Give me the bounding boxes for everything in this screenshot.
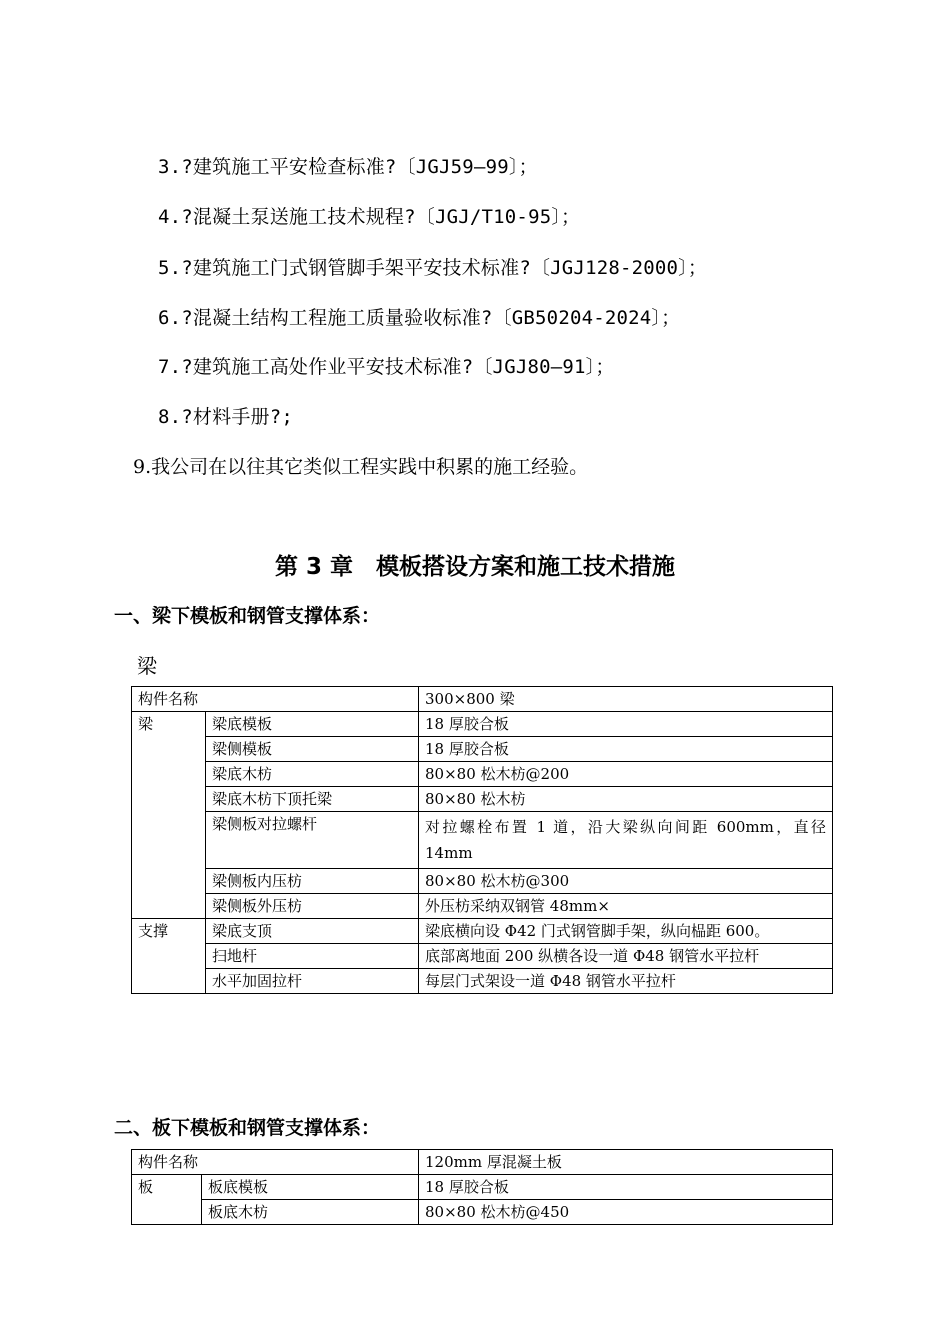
value-cell: 18 厚胶合板	[419, 737, 833, 762]
value-cell: 底部离地面 200 纵横各设一道 Φ48 钢管水平拉杆	[419, 944, 833, 969]
item-cell: 板底模板	[202, 1175, 419, 1200]
value-cell: 80×80 松木枋@200	[419, 762, 833, 787]
reference-item: 7.?建筑施工高处作业平安技术标准?〔JGJ80—91〕；	[158, 356, 615, 378]
value-cell: 80×80 松木枋	[419, 787, 833, 812]
item-cell: 水平加固拉杆	[206, 969, 419, 994]
value-cell: 18 厚胶合板	[419, 712, 833, 737]
table-row	[132, 1150, 833, 1175]
reference-item: 3.?建筑施工平安检查标准?〔JGJ59—99〕；	[158, 156, 538, 178]
beam-formwork-table	[131, 686, 833, 994]
section-title: 二、板下模板和钢管支撑体系：	[114, 1117, 381, 1139]
table-row	[132, 737, 833, 762]
item-cell: 梁侧板对拉螺杆	[206, 812, 419, 869]
table-row	[132, 712, 833, 737]
value-cell: 80×80 松木枋@300	[419, 869, 833, 894]
value-cell: 外压枋采纳双钢管 48mm×	[419, 894, 833, 919]
table-row	[132, 894, 833, 919]
table-caption: 梁	[137, 654, 157, 678]
table-row	[132, 762, 833, 787]
table-row	[132, 869, 833, 894]
reference-item: 4.?混凝土泵送施工技术规程?〔JGJ/T10-95〕；	[158, 206, 581, 228]
item-cell: 梁底木枋	[206, 762, 419, 787]
chapter-title: 第 3 章 模板搭设方案和施工技术措施	[274, 554, 676, 580]
item-cell: 梁侧板内压枋	[206, 869, 419, 894]
group-cell: 梁	[132, 712, 206, 919]
item-cell: 梁底支顶	[206, 919, 419, 944]
value-cell: 80×80 松木枋@450	[419, 1200, 833, 1225]
value-cell: 梁底横向设 Φ42 门式钢管脚手架，纵向榀距 600。	[419, 919, 833, 944]
table-row	[132, 1200, 833, 1225]
reference-item: 8.?材料手册?;	[158, 406, 293, 428]
table-row	[132, 787, 833, 812]
table-header-cell: 120mm 厚混凝土板	[419, 1150, 833, 1175]
reference-item: 5.?建筑施工门式钢管脚手架平安技术标准?〔JGJ128-2000〕；	[158, 257, 708, 279]
table-row	[132, 944, 833, 969]
section-title: 一、梁下模板和钢管支撑体系：	[114, 605, 381, 627]
item-cell: 板底木枋	[202, 1200, 419, 1225]
value-cell: 每层门式架设一道 Φ48 钢管水平拉杆	[419, 969, 833, 994]
item-cell: 梁底木枋下顶托梁	[206, 787, 419, 812]
item-cell: 梁侧板外压枋	[206, 894, 419, 919]
item-cell: 梁侧模板	[206, 737, 419, 762]
reference-item: 9.我公司在以往其它类似工程实践中积累的施工经验。	[133, 456, 589, 478]
item-cell: 扫地杆	[206, 944, 419, 969]
group-cell: 板	[132, 1175, 202, 1225]
slab-formwork-table	[131, 1149, 833, 1225]
group-cell: 支撑	[132, 919, 206, 994]
table-header-cell: 300×800 梁	[419, 687, 833, 712]
table-row	[132, 812, 833, 869]
table-header-cell: 构件名称	[132, 1150, 419, 1175]
table-row	[132, 919, 833, 944]
table-row	[132, 687, 833, 712]
value-cell: 对拉螺栓布置 1 道，沿大梁纵向间距 600mm，直径 14mm	[419, 812, 833, 869]
table-row	[132, 1175, 833, 1200]
table-row	[132, 969, 833, 994]
value-cell: 18 厚胶合板	[419, 1175, 833, 1200]
reference-item: 6.?混凝土结构工程施工质量验收标准?〔GB50204-2024〕；	[158, 307, 681, 329]
table-header-cell: 构件名称	[132, 687, 419, 712]
item-cell: 梁底模板	[206, 712, 419, 737]
